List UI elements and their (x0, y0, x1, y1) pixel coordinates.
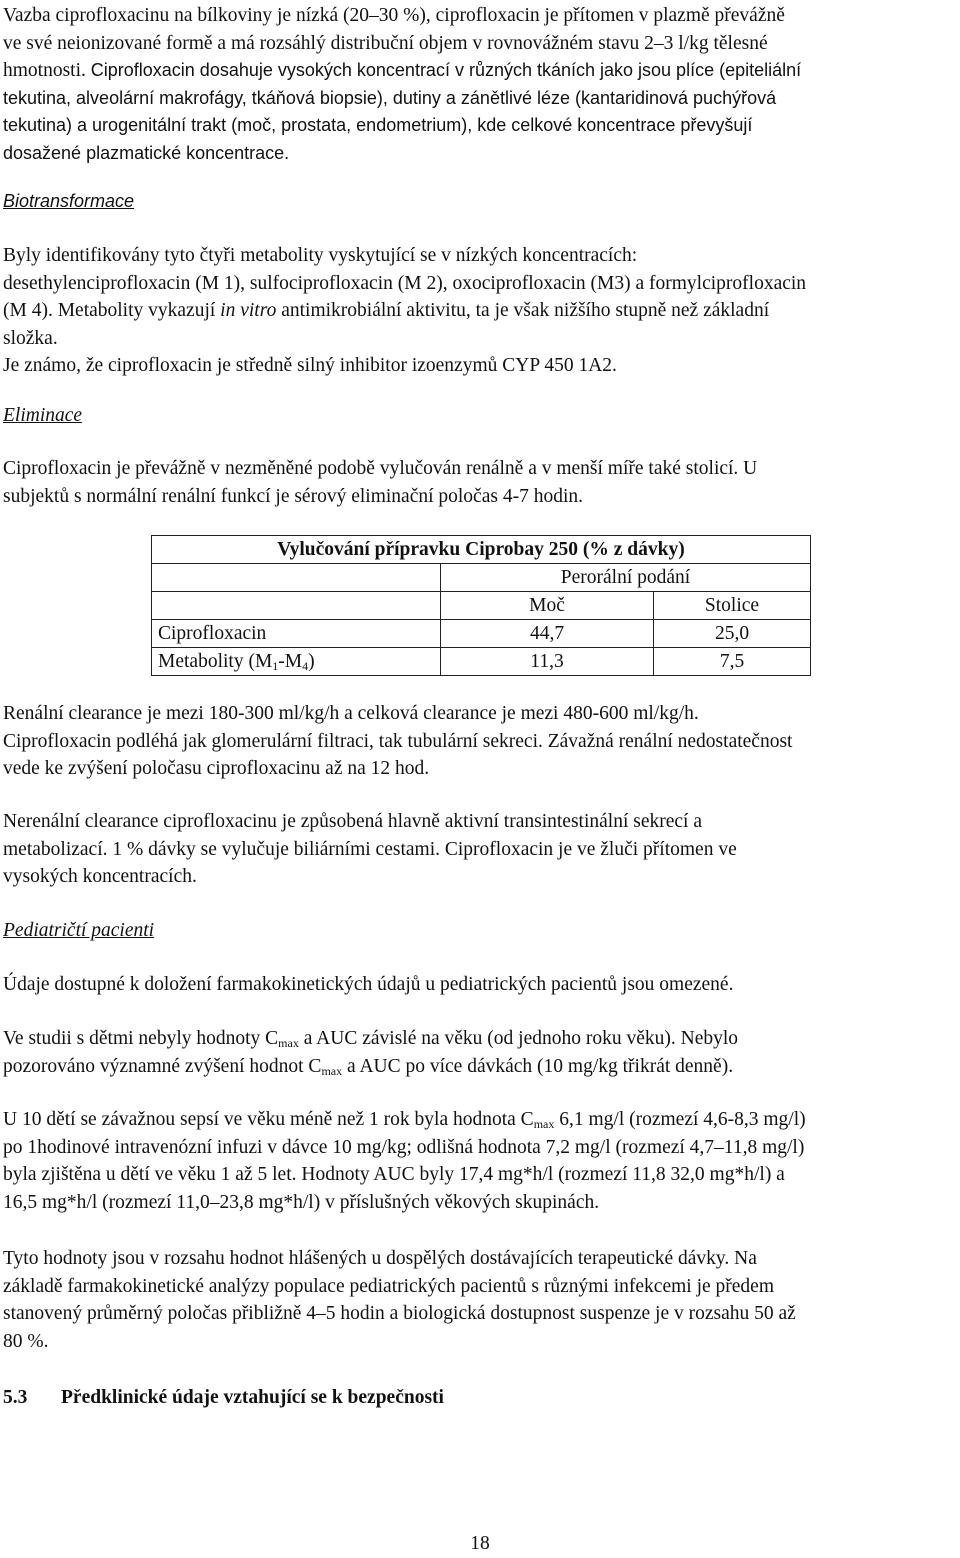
distribution-paragraph (3, 2, 958, 167)
pediatric-line-10: stanovený průměrný poločas přibližně 4–5 hodin a biologická dostupnost suspenze je v rozsahu 50 až (3, 1303, 796, 1324)
pediatric-line-2-a: Ve studii s dětmi nebyly hodnoty C (3, 1028, 279, 1049)
pediatric-line-9: základě farmakokinetické analýzy populace pediatrických pacientů s různými infekcemi je předem (3, 1275, 774, 1297)
distribution-line-6: dosažené plazmatické koncentrace. (3, 142, 290, 163)
pediatric-line-2-b: a AUC závislé na věku (od jednoho roku věku). Nebylo (298, 1028, 739, 1049)
biotransformation-line-3-b: antimikrobiální aktivitu, ta je však nižšího stupně než základní (281, 300, 770, 321)
cell-feces: 7,5 (654, 648, 811, 676)
biotransformation-line-4: složka. (3, 327, 58, 349)
row-label-pre: Metabolity (M (158, 650, 273, 672)
pediatric-heading: Pediatričtí pacienti (3, 920, 155, 941)
section-title: Předklinické údaje vztahující se k bezpečnosti (61, 1387, 444, 1408)
cmax-subscript: max (321, 1063, 343, 1078)
clearance-line-6: vysokých koncentracích. (3, 866, 197, 887)
section-heading (3, 1384, 444, 1412)
table-empty-cell (152, 592, 441, 620)
table-row (152, 620, 811, 648)
distribution-line-1: Vazba ciprofloxacinu na bílkoviny je nízká (20–30 %), ciprofloxacin je přítomen v plazmě převážně (3, 5, 785, 26)
elimination-heading: Eliminace (3, 405, 83, 426)
distribution-line-5: tekutina) a urogenitální trakt (moč, prostata, endometrium), kde celkové koncentrace převyšují (3, 115, 753, 135)
clearance-line-1: Renální clearance je mezi 180-300 ml/kg/h a celková clearance je mezi 480-600 ml/kg/h. (3, 703, 699, 724)
row-label: Ciprofloxacin (152, 620, 441, 648)
pediatric-paragraph-1: Údaje dostupné k doložení farmakokinetických údajů u pediatrických pacientů jsou omezené. (3, 974, 734, 995)
biotransformation-line-1: Byly identifikovány tyto čtyři metabolity vyskytující se v nízkých koncentracích: (3, 245, 638, 266)
clearance-line-4: Nerenální clearance ciprofloxacinu je způsobená hlavně aktivní transintestinální sekrecí a (3, 811, 702, 832)
pediatric-paragraph-4 (3, 1245, 958, 1355)
biotransformation-line-3-a: (M 4). Metabolity vykazují (3, 300, 216, 321)
distribution-line-4: tekutina, alveolární makrofágy, tkáňová biopsie), dutiny a zánětlivé léze (kantaridinová puchýřová (3, 87, 777, 108)
biotransformation-line-2: desethylenciprofloxacin (M 1), sulfociprofloxacin (M 2), oxociprofloxacin (M3) a formylciprofloxacin (3, 272, 807, 294)
table-empty-cell (152, 564, 441, 592)
row-label-post: ) (308, 650, 315, 672)
pediatric-line-2 (3, 1025, 958, 1053)
biotransformation-heading: Biotransformace (3, 191, 135, 211)
column-header-urine: Moč (441, 592, 654, 620)
biotransformation-line-3 (3, 297, 958, 325)
clearance-line-5: metabolizací. 1 % dávky se vylučuje biliárními cestami. Ciprofloxacin je ve žluči přítomen ve (3, 838, 737, 860)
route-header: Perorální podání (441, 564, 811, 592)
pediatric-paragraph-3 (3, 1106, 958, 1216)
row-label (152, 648, 441, 676)
elimination-line-2: subjektů s normální renální funkcí je sérový eliminační poločas 4-7 hodin. (3, 485, 583, 507)
clearance-paragraph-1 (3, 700, 958, 783)
column-header-feces: Stolice (654, 592, 811, 620)
pediatric-paragraph-2 (3, 1025, 958, 1080)
elimination-paragraph (3, 455, 958, 510)
row-label-mid: -M (278, 650, 303, 672)
cell-urine: 11,3 (441, 648, 654, 676)
pediatric-line-6: byla zjištěna u dětí ve věku 1 až 5 let. Hodnoty AUC byly 17,4 mg*h/l (rozmezí 11,8 32,0 mg*h/l) a (3, 1164, 785, 1185)
page-number: 18 (470, 1533, 490, 1554)
distribution-line-3 (3, 57, 958, 85)
pediatric-line-8: Tyto hodnoty jsou v rozsahu hodnot hlášených u dospělých dostávajících terapeutické dávky. Na (3, 1248, 757, 1269)
cell-feces: 25,0 (654, 620, 811, 648)
excretion-table (151, 535, 811, 676)
elimination-line-1: Ciprofloxacin je převážně v nezměněné podobě vylučován renálně a v menší míře také stolicí. U (3, 458, 758, 479)
pediatric-line-11: 80 %. (3, 1330, 49, 1352)
table-title-row (152, 536, 811, 564)
table-route-row (152, 564, 811, 592)
pediatric-line-7: 16,5 mg*h/l (rozmezí 11,0–23,8 mg*h/l) v příslušných věkových skupinách. (3, 1191, 600, 1213)
pediatric-line-4-b: 6,1 mg/l (rozmezí 4,6-8,3 mg/l) (554, 1109, 806, 1130)
section-number: 5.3 (3, 1387, 28, 1408)
distribution-line-3-serif: hmotnosti. (3, 60, 86, 81)
in-vitro-italic: in vitro (220, 300, 277, 321)
cell-urine: 44,7 (441, 620, 654, 648)
table-row (152, 648, 811, 676)
clearance-line-3: vede ke zvýšení poločasu ciprofloxacinu až na 12 hod. (3, 758, 430, 779)
pediatric-line-5: po 1hodinové intravenózní infuzi v dávce 10 mg/kg; odlišná hodnota 7,2 mg/l (rozmezí 4,7–11,8 mg/l) (3, 1136, 805, 1158)
pediatric-line-4-a: U 10 dětí se závažnou sepsí ve věku méně než 1 rok byla hodnota C (3, 1109, 534, 1130)
pediatric-line-3-a: pozorováno významné zvýšení hodnot C (3, 1055, 322, 1077)
row-label-sub-2: 4 (302, 658, 309, 673)
clearance-line-2: Ciprofloxacin podléhá jak glomerulární filtraci, tak tubulární sekreci. Závažná renální nedostatečnost (3, 730, 793, 752)
table-header-row (152, 592, 811, 620)
pediatric-line-4 (3, 1106, 958, 1134)
clearance-paragraph-2 (3, 808, 958, 891)
cmax-subscript: max (278, 1036, 299, 1050)
biotransformation-line-5: Je známo, že ciprofloxacin je středně silný inhibitor izoenzymů CYP 450 1A2. (3, 355, 617, 376)
biotransformation-paragraph (3, 242, 958, 380)
pediatric-line-3-b: a AUC po více dávkách (10 mg/kg třikrát denně). (342, 1055, 734, 1077)
table-title (152, 536, 811, 564)
row-label-sub-1: 1 (272, 658, 279, 673)
distribution-line-2: ve své neionizované formě a má rozsáhlý distribuční objem v rovnovážném stavu 2–3 l/kg tělesné (3, 32, 768, 54)
pediatric-line-3 (3, 1053, 958, 1081)
cmax-subscript: max (533, 1117, 555, 1131)
table-title-text: Vylučování přípravku Ciprobay 250 (% z dávky) (277, 538, 685, 560)
distribution-line-3-sans: Ciprofloxacin dosahuje vysokých koncentrací v různých tkáních jako jsou plíce (epiteliální (90, 60, 802, 80)
